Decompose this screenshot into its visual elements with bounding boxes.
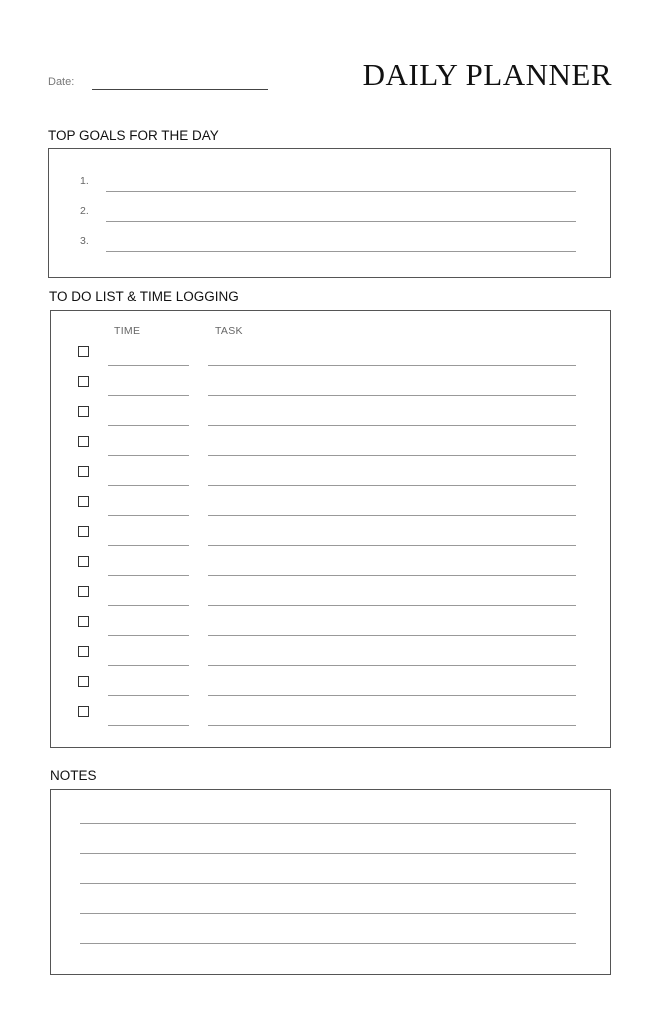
task-line[interactable] xyxy=(208,545,576,546)
notes-box xyxy=(50,789,611,975)
goal-number: 1. xyxy=(80,175,89,187)
time-line[interactable] xyxy=(108,605,189,606)
notes-line[interactable] xyxy=(80,853,576,854)
goal-line-3[interactable] xyxy=(106,251,576,252)
task-line[interactable] xyxy=(208,575,576,576)
page-title: DAILY PLANNER xyxy=(362,57,612,92)
goals-box xyxy=(48,148,611,278)
todo-checkbox[interactable] xyxy=(78,466,89,477)
date-field-line[interactable] xyxy=(92,89,268,90)
todo-checkbox[interactable] xyxy=(78,496,89,507)
task-line[interactable] xyxy=(208,365,576,366)
time-line[interactable] xyxy=(108,485,189,486)
task-line[interactable] xyxy=(208,515,576,516)
todo-checkbox[interactable] xyxy=(78,676,89,687)
task-line[interactable] xyxy=(208,665,576,666)
todo-checkbox[interactable] xyxy=(78,376,89,387)
todo-checkbox[interactable] xyxy=(78,346,89,357)
todo-checkbox[interactable] xyxy=(78,406,89,417)
time-line[interactable] xyxy=(108,515,189,516)
task-line[interactable] xyxy=(208,725,576,726)
time-line[interactable] xyxy=(108,545,189,546)
task-column-header: TASK xyxy=(215,325,243,337)
task-line[interactable] xyxy=(208,695,576,696)
todo-checkbox[interactable] xyxy=(78,526,89,537)
date-label: Date: xyxy=(48,76,75,88)
time-line[interactable] xyxy=(108,725,189,726)
todo-checkbox[interactable] xyxy=(78,646,89,657)
todo-checkbox[interactable] xyxy=(78,556,89,567)
todo-checkbox[interactable] xyxy=(78,436,89,447)
goal-number: 2. xyxy=(80,205,89,217)
notes-line[interactable] xyxy=(80,943,576,944)
notes-line[interactable] xyxy=(80,823,576,824)
task-line[interactable] xyxy=(208,605,576,606)
time-column-header: TIME xyxy=(114,325,141,337)
time-line[interactable] xyxy=(108,575,189,576)
task-line[interactable] xyxy=(208,485,576,486)
time-line[interactable] xyxy=(108,365,189,366)
goal-line-2[interactable] xyxy=(106,221,576,222)
time-line[interactable] xyxy=(108,635,189,636)
task-line[interactable] xyxy=(208,455,576,456)
task-line[interactable] xyxy=(208,395,576,396)
goals-section-title: TOP GOALS FOR THE DAY xyxy=(48,128,219,143)
todo-checkbox[interactable] xyxy=(78,586,89,597)
goal-line-1[interactable] xyxy=(106,191,576,192)
goal-number: 3. xyxy=(80,235,89,247)
task-line[interactable] xyxy=(208,425,576,426)
notes-line[interactable] xyxy=(80,913,576,914)
notes-section-title: NOTES xyxy=(50,768,97,783)
notes-line[interactable] xyxy=(80,883,576,884)
time-line[interactable] xyxy=(108,665,189,666)
time-line[interactable] xyxy=(108,425,189,426)
todo-section-title: TO DO LIST & TIME LOGGING xyxy=(49,289,239,304)
task-line[interactable] xyxy=(208,635,576,636)
time-line[interactable] xyxy=(108,395,189,396)
time-line[interactable] xyxy=(108,455,189,456)
todo-checkbox[interactable] xyxy=(78,706,89,717)
todo-box xyxy=(50,310,611,748)
time-line[interactable] xyxy=(108,695,189,696)
todo-checkbox[interactable] xyxy=(78,616,89,627)
